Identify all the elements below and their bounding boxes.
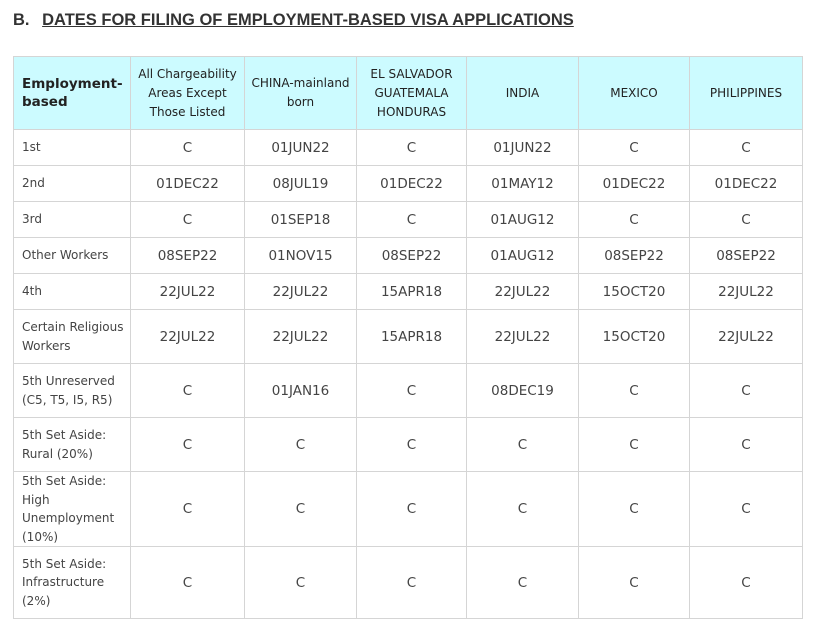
date-cell: 22JUL22 [467, 274, 579, 310]
date-cell: C [467, 547, 579, 619]
date-cell: C [131, 130, 245, 166]
date-cell: 01SEP18 [245, 202, 357, 238]
table-row [14, 166, 803, 202]
section-heading [13, 11, 574, 30]
table-row [14, 202, 803, 238]
date-cell: C [245, 418, 357, 472]
date-cell: C [245, 472, 357, 547]
date-cell: 15OCT20 [579, 310, 690, 364]
date-cell: 01DEC22 [131, 166, 245, 202]
date-cell: C [579, 418, 690, 472]
date-cell: 22JUL22 [131, 310, 245, 364]
date-cell: 22JUL22 [467, 310, 579, 364]
row-label: 3rd [14, 202, 131, 238]
date-cell: 22JUL22 [245, 274, 357, 310]
header-row [14, 57, 803, 130]
row-label: 1st [14, 130, 131, 166]
row-label: Other Workers [14, 238, 131, 274]
date-cell: C [131, 364, 245, 418]
date-cell: 08SEP22 [357, 238, 467, 274]
header-china: CHINA-mainland born [245, 57, 357, 130]
date-cell: C [357, 130, 467, 166]
date-cell: C [131, 472, 245, 547]
row-label: 5th Set Aside: High Unemployment (10%) [14, 472, 131, 547]
date-cell: 15OCT20 [579, 274, 690, 310]
row-label: 2nd [14, 166, 131, 202]
date-cell: C [579, 130, 690, 166]
visa-dates-table [13, 56, 803, 619]
date-cell: C [131, 547, 245, 619]
date-cell: C [357, 364, 467, 418]
section-prefix: B. [13, 11, 30, 29]
date-cell: 22JUL22 [690, 310, 803, 364]
table-row [14, 274, 803, 310]
date-cell: 01JUN22 [245, 130, 357, 166]
date-cell: 15APR18 [357, 310, 467, 364]
date-cell: 01DEC22 [579, 166, 690, 202]
date-cell: C [357, 202, 467, 238]
date-cell: 01DEC22 [357, 166, 467, 202]
section-title: DATES FOR FILING OF EMPLOYMENT-BASED VISA APPLICATIONS [42, 11, 574, 29]
date-cell: 01AUG12 [467, 238, 579, 274]
date-cell: 01JUN22 [467, 130, 579, 166]
date-cell: C [467, 418, 579, 472]
date-cell: C [131, 202, 245, 238]
header-mexico: MEXICO [579, 57, 690, 130]
date-cell: C [690, 547, 803, 619]
table-row [14, 310, 803, 364]
row-label: 5th Set Aside: Rural (20%) [14, 418, 131, 472]
date-cell: C [579, 364, 690, 418]
date-cell: C [245, 547, 357, 619]
date-cell: C [690, 364, 803, 418]
date-cell: 15APR18 [357, 274, 467, 310]
date-cell: 22JUL22 [690, 274, 803, 310]
date-cell: C [357, 472, 467, 547]
header-philippines: PHILIPPINES [690, 57, 803, 130]
date-cell: 01MAY12 [467, 166, 579, 202]
table-row [14, 364, 803, 418]
date-cell: 08SEP22 [690, 238, 803, 274]
date-cell: C [690, 472, 803, 547]
header-all-chargeability: All Chargeability Areas Except Those Listed [131, 57, 245, 130]
date-cell: C [690, 130, 803, 166]
table-row [14, 418, 803, 472]
row-label: Certain Religious Workers [14, 310, 131, 364]
date-cell: 08DEC19 [467, 364, 579, 418]
table-row [14, 547, 803, 619]
date-cell: C [690, 202, 803, 238]
date-cell: C [357, 547, 467, 619]
row-label: 5th Set Aside: Infrastructure (2%) [14, 547, 131, 619]
table-row [14, 238, 803, 274]
date-cell: 01NOV15 [245, 238, 357, 274]
row-label: 4th [14, 274, 131, 310]
header-el-salvador: EL SALVADOR GUATEMALA HONDURAS [357, 57, 467, 130]
date-cell: C [579, 202, 690, 238]
date-cell: C [690, 418, 803, 472]
date-cell: 01AUG12 [467, 202, 579, 238]
date-cell: C [579, 547, 690, 619]
date-cell: 08JUL19 [245, 166, 357, 202]
table-row [14, 130, 803, 166]
header-employment-based: Employment-based [14, 57, 131, 130]
row-label: 5th Unreserved (C5, T5, I5, R5) [14, 364, 131, 418]
date-cell: 22JUL22 [131, 274, 245, 310]
date-cell: C [131, 418, 245, 472]
date-cell: C [467, 472, 579, 547]
header-india: INDIA [467, 57, 579, 130]
date-cell: 08SEP22 [579, 238, 690, 274]
table-row [14, 472, 803, 547]
date-cell: 01DEC22 [690, 166, 803, 202]
date-cell: 22JUL22 [245, 310, 357, 364]
date-cell: 08SEP22 [131, 238, 245, 274]
date-cell: C [579, 472, 690, 547]
date-cell: 01JAN16 [245, 364, 357, 418]
date-cell: C [357, 418, 467, 472]
